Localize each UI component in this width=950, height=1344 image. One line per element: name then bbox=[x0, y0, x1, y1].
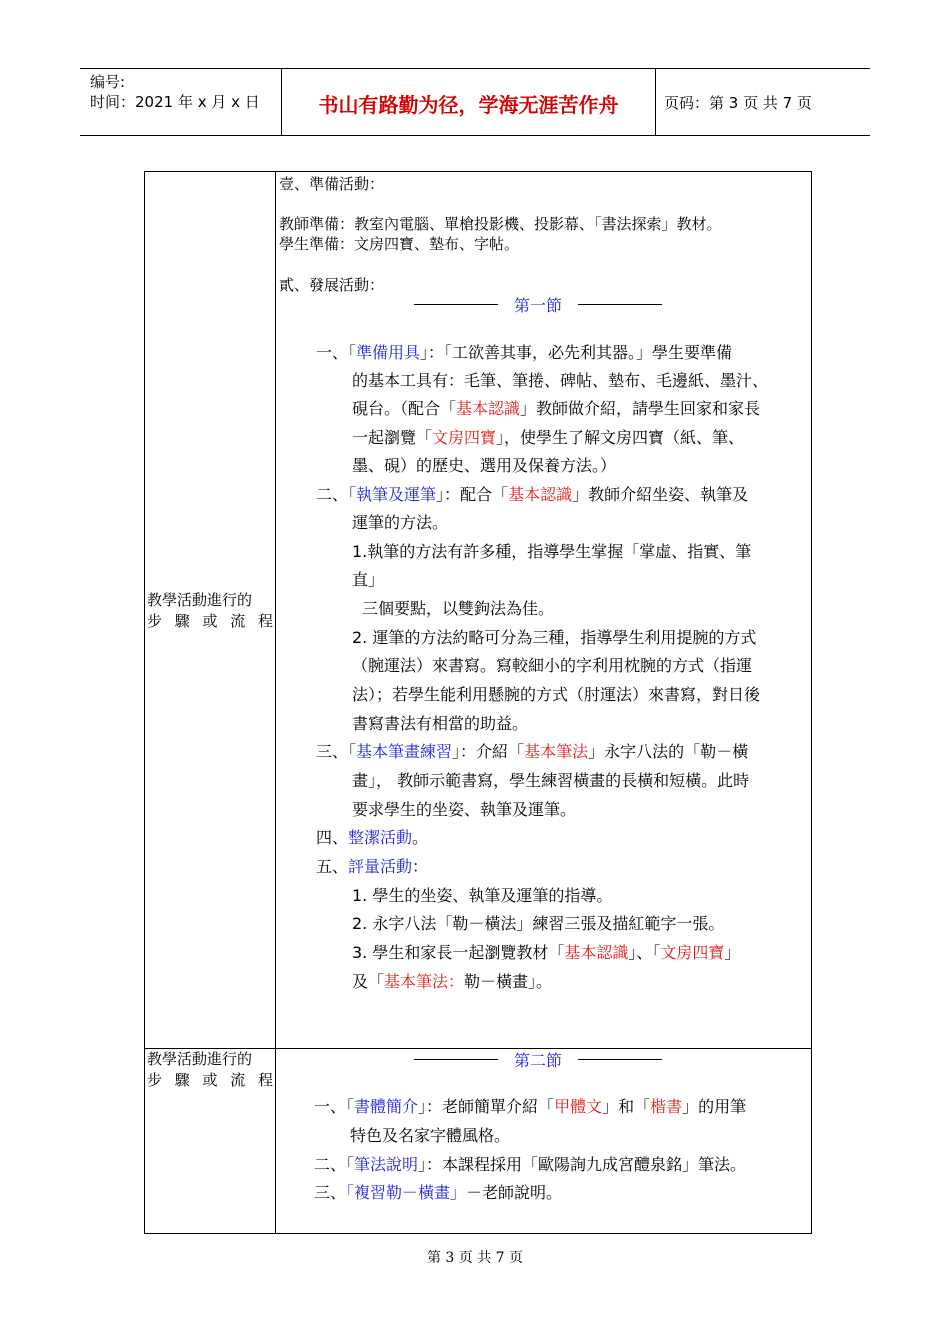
prep-student: 學生準備：文房四寶、墊布、字帖。 bbox=[279, 235, 520, 253]
s1-item1-line1 bbox=[316, 342, 732, 364]
term-highlight: 「複習勒－橫畫」 bbox=[346, 1183, 467, 1202]
s1-item5-eval3 bbox=[352, 942, 740, 964]
item-number: 一、 bbox=[314, 1097, 347, 1116]
row-label-line1: 教學活動進行的 bbox=[147, 1050, 253, 1068]
table-bottom-border bbox=[144, 1233, 812, 1234]
label-char: 流 bbox=[230, 612, 246, 630]
ref-highlight: 楷書 bbox=[650, 1097, 683, 1116]
item-text: 勒－橫畫」。 bbox=[464, 972, 553, 991]
ref-highlight: 基本認識 bbox=[456, 399, 521, 418]
row-label-line2 bbox=[147, 611, 273, 632]
dev-title: 貳、發展活動： bbox=[279, 276, 385, 294]
section2-heading bbox=[414, 1048, 678, 1071]
term-highlight: 執筆及運筆 bbox=[356, 485, 437, 504]
s1-item5-eval4 bbox=[352, 971, 552, 993]
item-text: 及「 bbox=[352, 972, 385, 991]
s1-item1-line3 bbox=[352, 398, 760, 420]
item-text: 」：老師簡單介紹「 bbox=[418, 1097, 555, 1116]
s2-item3-line1 bbox=[314, 1182, 562, 1204]
s1-item2-p2-line4: 書寫書法有相當的助益。 bbox=[352, 714, 529, 733]
header-page-info: 页码：第 3 页 共 7 页 bbox=[664, 94, 812, 112]
table-top-border bbox=[144, 171, 812, 172]
item-text: ： bbox=[412, 857, 429, 876]
label-char: 流 bbox=[230, 1071, 246, 1089]
label-char: 步 bbox=[147, 612, 163, 630]
term-highlight: 基本筆畫練習 bbox=[356, 742, 453, 761]
code-label: 编号: bbox=[90, 73, 126, 91]
ref-highlight: 文房四寶 bbox=[660, 943, 725, 962]
item-text: 3. 學生和家長一起瀏覽教材「 bbox=[352, 943, 565, 962]
item-number: 二、 bbox=[316, 485, 349, 504]
item-number: 四、 bbox=[316, 828, 349, 847]
table-left-border bbox=[144, 171, 145, 1234]
ref-highlight: 基本認識 bbox=[508, 485, 573, 504]
bracket: 「 bbox=[348, 742, 357, 761]
row-label-steps-2 bbox=[147, 1049, 273, 1091]
section1-heading bbox=[414, 293, 678, 316]
s2-item1-line2: 特色及名家字體風格。 bbox=[350, 1126, 511, 1145]
s2-item1-line1 bbox=[314, 1096, 746, 1118]
s1-item1-line2: 的基本工具有：毛筆、筆捲、碑帖、墊布、毛邊紙、墨汁、 bbox=[352, 371, 769, 390]
row-label-steps-1 bbox=[147, 590, 273, 632]
item-text: 」：配合「 bbox=[436, 485, 509, 504]
page-footer: 第 3 页 共 7 页 bbox=[426, 1250, 524, 1266]
s1-item2-p1-line1: 1.執筆的方法有許多種，指導學生掌握「掌虛、指實、筆 bbox=[352, 542, 752, 561]
s1-item1-line5: 墨、硯）的歷史、選用及保養方法。） bbox=[352, 456, 617, 475]
item-text: 」：本課程採用「歐陽詢九成宮醴泉銘」筆法。 bbox=[418, 1155, 747, 1174]
term-highlight: 準備用具 bbox=[356, 343, 421, 362]
item-text: 」：介紹「 bbox=[452, 742, 525, 761]
row-label-line2 bbox=[147, 1070, 273, 1091]
item-text: 」和「 bbox=[602, 1097, 651, 1116]
header-divider-1 bbox=[281, 68, 282, 135]
s1-item2-line2: 運筆的方法。 bbox=[352, 513, 449, 532]
header-top-rule bbox=[80, 68, 870, 69]
s2-item2-line1 bbox=[314, 1154, 746, 1176]
s1-item2-line1 bbox=[316, 484, 748, 506]
label-char: 驟 bbox=[174, 612, 190, 630]
s1-item3-line1 bbox=[316, 741, 748, 763]
ref-highlight: 基本筆法 bbox=[524, 742, 589, 761]
heading-rule-left bbox=[414, 1059, 498, 1060]
header-divider-2 bbox=[655, 68, 656, 135]
header-motto: 书山有路勤为径，学海无涯苦作舟 bbox=[318, 93, 619, 117]
item-text: 硯台。（配合「 bbox=[352, 399, 457, 418]
label-char: 或 bbox=[202, 612, 218, 630]
row-label-line1: 教學活動進行的 bbox=[147, 591, 253, 609]
bracket: 「 bbox=[348, 485, 357, 504]
item-number: 三、 bbox=[314, 1183, 347, 1202]
ref-highlight: 基本認識 bbox=[564, 943, 629, 962]
s1-item5-line1 bbox=[316, 856, 428, 878]
section1-title: 第一節 bbox=[514, 296, 563, 315]
heading-rule-right bbox=[578, 304, 662, 305]
table-column-divider bbox=[275, 171, 276, 1234]
item-text: 」教師做介紹，請學生回家和家長 bbox=[520, 399, 761, 418]
item-number: 二、 bbox=[314, 1155, 347, 1174]
header-bottom-rule bbox=[80, 135, 870, 136]
heading-rule-right bbox=[578, 1059, 662, 1060]
bracket: 「 bbox=[346, 1155, 355, 1174]
prep-teacher: 教師準備：教室內電腦、單槍投影機、投影幕、「書法探索」教材。 bbox=[279, 215, 722, 233]
item-text: 」：「工欲善其事，必先利其器。」學生要準備 bbox=[420, 343, 733, 362]
bracket: 「 bbox=[348, 343, 357, 362]
s1-item2-p2-line2: （腕運法）來書寫。寫較細小的字利用枕腕的方式（指運 bbox=[352, 656, 753, 675]
item-number: 三、 bbox=[316, 742, 349, 761]
section2-title: 第二節 bbox=[514, 1051, 563, 1070]
term-highlight: 整潔活動 bbox=[348, 828, 413, 847]
item-text: 」教師介紹坐姿、執筆及 bbox=[572, 485, 749, 504]
s1-item1-line4 bbox=[352, 427, 744, 449]
s1-item2-p1-line3: 三個要點，以雙鉤法為佳。 bbox=[362, 599, 555, 618]
s1-item2-p2-line1: 2. 運筆的方法約略可分為三種，指導學生利用提腕的方式 bbox=[352, 628, 757, 647]
term-highlight: 書體簡介 bbox=[354, 1097, 419, 1116]
s1-item4-line1 bbox=[316, 827, 428, 849]
s1-item5-eval2: 2. 永字八法「勒－橫法」練習三張及描紅範字一張。 bbox=[352, 914, 725, 933]
s1-item3-line2: 畫」， 教師示範書寫，學生練習橫畫的長橫和短橫。此時 bbox=[352, 771, 750, 790]
item-text: 」、「 bbox=[628, 943, 661, 962]
item-text: 」，使學生了解文房四寶（紙、筆、 bbox=[496, 428, 745, 447]
item-number: 一、 bbox=[316, 343, 349, 362]
item-text: 」 bbox=[724, 943, 741, 962]
item-text: 一起瀏覽「 bbox=[352, 428, 433, 447]
item-text: 」永字八法的「勒－橫 bbox=[588, 742, 749, 761]
s1-item5-eval1: 1. 學生的坐姿、執筆及運筆的指導。 bbox=[352, 886, 613, 905]
table-right-border bbox=[811, 171, 812, 1234]
time-label: 时间：2021 年 x 月 x 日 bbox=[90, 93, 260, 111]
header-meta bbox=[90, 72, 260, 112]
label-char: 步 bbox=[147, 1071, 163, 1089]
item-text: 。 bbox=[412, 828, 429, 847]
s1-item3-line3: 要求學生的坐姿、執筆及運筆。 bbox=[352, 800, 577, 819]
label-char: 程 bbox=[257, 612, 273, 630]
term-highlight: 評量活動 bbox=[348, 857, 413, 876]
term-highlight: 筆法說明 bbox=[354, 1155, 419, 1174]
heading-rule-left bbox=[414, 304, 498, 305]
ref-highlight: 甲體文 bbox=[554, 1097, 603, 1116]
label-char: 或 bbox=[202, 1071, 218, 1089]
prep-title: 壹、準備活動： bbox=[279, 175, 385, 193]
item-text: 」的用筆 bbox=[682, 1097, 747, 1116]
label-char: 驟 bbox=[174, 1071, 190, 1089]
ref-highlight: 文房四寶 bbox=[432, 428, 497, 447]
ref-highlight: 基本筆法： bbox=[384, 972, 465, 991]
s1-item2-p1-line2: 直」 bbox=[352, 570, 385, 589]
item-number: 五、 bbox=[316, 857, 349, 876]
item-text: －老師說明。 bbox=[466, 1183, 563, 1202]
s1-item2-p2-line3: 法）；若學生能利用懸腕的方式（肘運法）來書寫，對日後 bbox=[352, 685, 761, 704]
bracket: 「 bbox=[346, 1097, 355, 1116]
label-char: 程 bbox=[257, 1071, 273, 1089]
